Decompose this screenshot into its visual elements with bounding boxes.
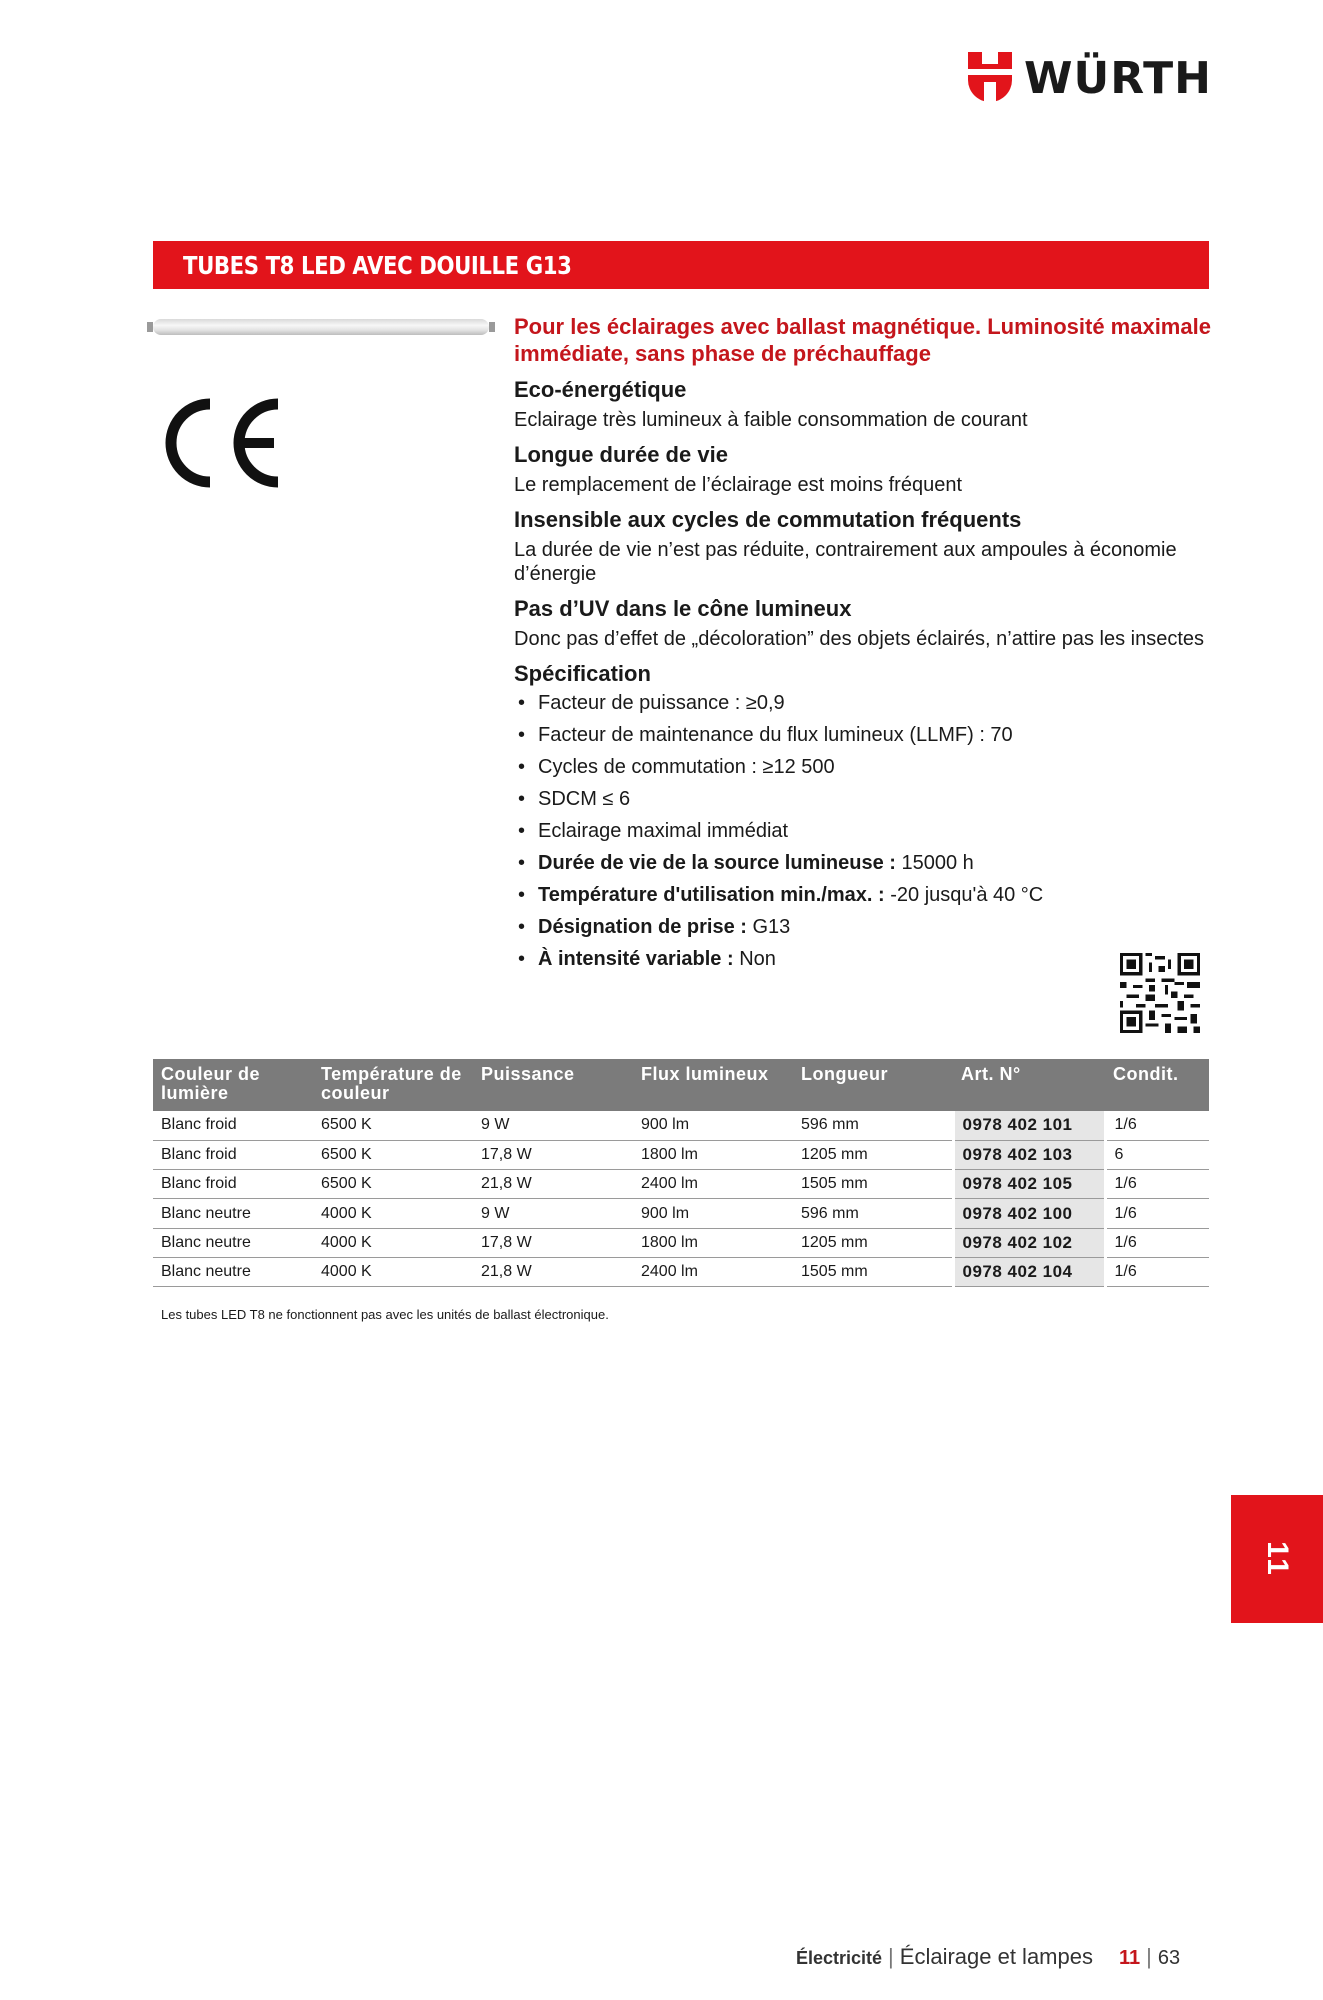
spec-value: G13	[752, 916, 791, 938]
cell-color-temp: 6500 K	[313, 1140, 473, 1169]
column-header: Longueur	[793, 1059, 953, 1111]
spec-item: • Facteur de puissance : ≥0,9	[514, 691, 1214, 715]
spec-item: • SDCM ≤ 6	[514, 787, 1214, 811]
chapter-number: 11	[1261, 1541, 1294, 1577]
cell-length: 1505 mm	[793, 1257, 953, 1286]
cell-color-temp: 6500 K	[313, 1170, 473, 1199]
spec-item	[514, 851, 1214, 875]
ce-mark-icon	[158, 398, 284, 488]
cell-light-color: Blanc froid	[153, 1111, 313, 1140]
column-header: Couleur de lumière	[153, 1059, 313, 1111]
feature-title: Eco-énergétique	[514, 377, 687, 402]
cell-power: 17,8 W	[473, 1228, 633, 1257]
spec-label: Température d'utilisation min./max. :	[538, 884, 885, 906]
cell-light-color: Blanc neutre	[153, 1257, 313, 1286]
cell-length: 596 mm	[793, 1199, 953, 1228]
table-row	[153, 1140, 1209, 1169]
spec-item: • Facteur de maintenance du flux lumineux (LLMF) : 70	[514, 723, 1214, 747]
product-table	[153, 1059, 1209, 1287]
intro-text: Pour les éclairages avec ballast magnétique. Luminosité maximale immédiate, sans phase de préchauffage	[514, 314, 1211, 366]
cell-flux: 1800 lm	[633, 1140, 793, 1169]
cell-length: 596 mm	[793, 1111, 953, 1140]
cell-art-no: 0978 402 100	[953, 1199, 1105, 1228]
cell-light-color: Blanc froid	[153, 1170, 313, 1199]
page-title: TUBES T8 LED AVEC DOUILLE G13	[183, 250, 572, 280]
cell-art-no: 0978 402 103	[953, 1140, 1105, 1169]
cell-color-temp: 4000 K	[313, 1257, 473, 1286]
brand-name: WÜRTH	[1024, 52, 1213, 104]
cell-condit: 1/6	[1105, 1170, 1209, 1199]
wurth-logo	[966, 52, 1212, 104]
table-row	[153, 1228, 1209, 1257]
qr-code-icon[interactable]	[1120, 953, 1200, 1033]
cell-art-no: 0978 402 102	[953, 1228, 1105, 1257]
page-footer	[796, 1944, 1180, 1970]
spec-item	[514, 915, 1214, 939]
cell-flux: 1800 lm	[633, 1228, 793, 1257]
cell-flux: 2400 lm	[633, 1170, 793, 1199]
cell-length: 1205 mm	[793, 1228, 953, 1257]
product-description	[514, 313, 1214, 979]
spec-title: Spécification	[514, 661, 651, 686]
spec-label: Durée de vie de la source lumineuse :	[538, 852, 896, 874]
feature-title: Insensible aux cycles de commutation fréquents	[514, 507, 1022, 532]
cell-power: 9 W	[473, 1111, 633, 1140]
footer-category: Électricité	[796, 1948, 883, 1968]
feature-text: La durée de vie n’est pas réduite, contrairement aux ampoules à économie d’énergie	[514, 539, 1177, 585]
footer-separator: |	[1146, 1944, 1152, 1969]
cell-length: 1205 mm	[793, 1140, 953, 1169]
feature-text: Donc pas d’effet de „décoloration” des objets éclairés, n’attire pas les insectes	[514, 628, 1205, 650]
cell-flux: 900 lm	[633, 1111, 793, 1140]
wurth-emblem-icon	[966, 52, 1014, 104]
cell-condit: 1/6	[1105, 1111, 1209, 1140]
led-tube-image	[153, 319, 489, 335]
table-header-row	[153, 1059, 1209, 1111]
spec-value: -20 jusqu'à 40 °C	[890, 884, 1044, 906]
cell-power: 21,8 W	[473, 1170, 633, 1199]
column-header: Puissance	[473, 1059, 633, 1111]
spec-label: Désignation de prise :	[538, 916, 747, 938]
cell-length: 1505 mm	[793, 1170, 953, 1199]
cell-condit: 6	[1105, 1140, 1209, 1169]
footer-chapter: 11	[1118, 1947, 1141, 1969]
spec-label: À intensité variable :	[538, 948, 734, 970]
cell-color-temp: 4000 K	[313, 1199, 473, 1228]
feature-text: Le remplacement de l’éclairage est moins fréquent	[514, 474, 963, 496]
column-header: Flux lumineux	[633, 1059, 793, 1111]
cell-light-color: Blanc neutre	[153, 1199, 313, 1228]
column-header: Condit.	[1105, 1059, 1209, 1111]
cell-art-no: 0978 402 105	[953, 1170, 1105, 1199]
cell-power: 17,8 W	[473, 1140, 633, 1169]
cell-art-no: 0978 402 101	[953, 1111, 1105, 1140]
cell-color-temp: 4000 K	[313, 1228, 473, 1257]
cell-condit: 1/6	[1105, 1228, 1209, 1257]
spec-item	[514, 883, 1214, 907]
footnote: Les tubes LED T8 ne fonctionnent pas avec les unités de ballast électronique.	[161, 1307, 609, 1322]
cell-power: 9 W	[473, 1199, 633, 1228]
cell-condit: 1/6	[1105, 1199, 1209, 1228]
table-row	[153, 1257, 1209, 1286]
spec-item	[514, 947, 1214, 971]
feature-title: Pas d’UV dans le cône lumineux	[514, 596, 852, 621]
cell-condit: 1/6	[1105, 1257, 1209, 1286]
cell-art-no: 0978 402 104	[953, 1257, 1105, 1286]
chapter-tab[interactable]	[1231, 1495, 1323, 1623]
cell-light-color: Blanc neutre	[153, 1228, 313, 1257]
page-number: 63	[1157, 1947, 1181, 1969]
spec-value: 15000 h	[901, 852, 974, 874]
cell-power: 21,8 W	[473, 1257, 633, 1286]
section-title-bar	[153, 241, 1209, 289]
spec-item: • Eclairage maximal immédiat	[514, 819, 1214, 843]
column-header: Température de couleur	[313, 1059, 473, 1111]
footer-section: Éclairage et lampes	[899, 1944, 1093, 1969]
table-row	[153, 1199, 1209, 1228]
table-row	[153, 1111, 1209, 1140]
cell-color-temp: 6500 K	[313, 1111, 473, 1140]
feature-title: Longue durée de vie	[514, 442, 728, 467]
cell-light-color: Blanc froid	[153, 1140, 313, 1169]
spec-item: • Cycles de commutation : ≥12 500	[514, 755, 1214, 779]
feature-text: Eclairage très lumineux à faible consommation de courant	[514, 409, 1028, 431]
column-header: Art. N°	[953, 1059, 1105, 1111]
table-row	[153, 1170, 1209, 1199]
spec-list	[514, 691, 1214, 971]
cell-flux: 2400 lm	[633, 1257, 793, 1286]
footer-separator: |	[888, 1944, 894, 1969]
spec-value: Non	[739, 948, 776, 970]
cell-flux: 900 lm	[633, 1199, 793, 1228]
